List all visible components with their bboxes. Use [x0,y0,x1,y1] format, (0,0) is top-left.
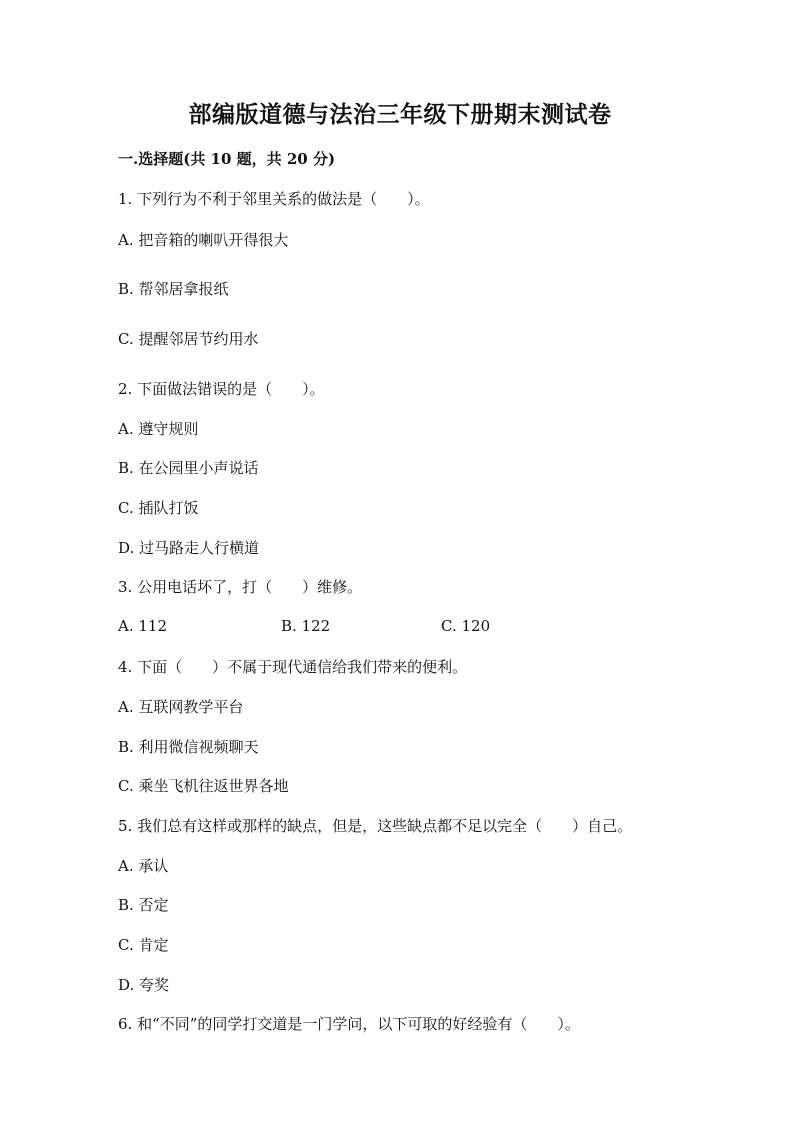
question-2-option-d: D. 过马路走人行横道 [118,539,260,557]
question-5-option-c: C. 肯定 [118,936,169,954]
question-4-option-c: C. 乘坐飞机往返世界各地 [118,777,289,795]
page-title: 部编版道德与法治三年级下册期末测试卷 [188,101,612,128]
question-3-option-a: A. 112 [118,617,167,635]
question-1-option-a: A. 把音箱的喇叭开得很大 [118,231,289,249]
question-3-option-c: C. 120 [441,617,491,635]
question-4-stem: 4. 下面（ ）不属于现代通信给我们带来的便利。 [118,658,468,676]
question-4-option-b: B. 利用微信视频聊天 [118,738,259,756]
question-5-option-b: B. 否定 [118,896,169,914]
question-2-option-a: A. 遵守规则 [118,420,199,438]
question-2-stem: 2. 下面做法错误的是（ ）。 [118,380,325,398]
question-6-stem: 6. 和“不同”的同学打交道是一门学问，以下可取的好经验有（ ）。 [118,1015,580,1033]
question-5-option-d: D. 夸奖 [118,976,170,994]
question-3-option-b: B. 122 [281,617,331,635]
question-5-stem: 5. 我们总有这样或那样的缺点，但是，这些缺点都不足以完全（ ）自己。 [118,817,633,835]
section-heading: 一.选择题(共 10 题，共 20 分) [118,150,336,168]
question-2-option-c: C. 插队打饭 [118,499,199,517]
question-2-option-b: B. 在公园里小声说话 [118,459,259,477]
question-1-option-c: C. 提醒邻居节约用水 [118,330,259,348]
question-3-stem: 3. 公用电话坏了，打（ ）维修。 [118,578,363,596]
question-1-stem: 1. 下列行为不利于邻里关系的做法是（ ）。 [118,190,430,208]
question-1-option-b: B. 帮邻居拿报纸 [118,280,229,298]
question-4-option-a: A. 互联网教学平台 [118,698,244,716]
question-5-option-a: A. 承认 [118,857,169,875]
